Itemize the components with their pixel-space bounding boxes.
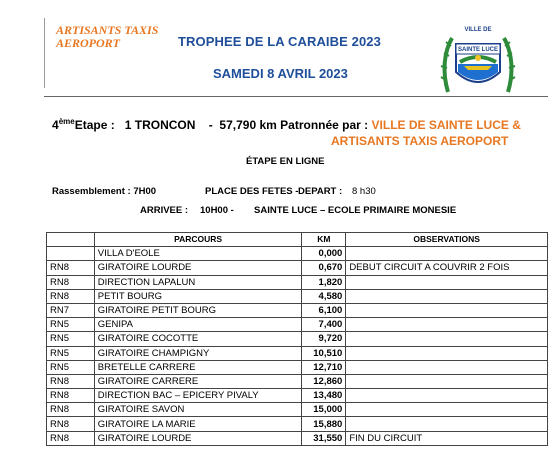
ville-de-sainte-luce-logo [438, 22, 518, 98]
cell-place: PETIT BOURG [94, 289, 302, 303]
cell-km: 10,510 [302, 346, 346, 360]
cell-km: 15,000 [302, 403, 346, 417]
cell-km: 12,710 [302, 360, 346, 374]
route-table [46, 232, 548, 446]
cell-road: RN8 [47, 417, 95, 431]
cell-obs: DEBUT CIRCUIT A COUVRIR 2 FOIS [346, 261, 548, 275]
cell-place: DIRECTION LAPALUN [94, 275, 302, 289]
cell-obs [346, 389, 548, 403]
stage-dash: - [208, 118, 213, 132]
cell-road: RN8 [47, 261, 95, 275]
rassemblement-label: Rassemblement : 7H00 [52, 186, 157, 197]
cell-obs: FIN DU CIRCUIT [346, 431, 548, 445]
cell-km: 6,100 [302, 303, 346, 317]
cell-obs [346, 275, 548, 289]
cell-obs [346, 360, 548, 374]
cell-road: RN5 [47, 332, 95, 346]
sponsor-heading [56, 24, 158, 50]
table-row [47, 303, 548, 317]
cell-place: GENIPA [94, 318, 302, 332]
table-row [47, 332, 548, 346]
cell-obs [346, 417, 548, 431]
cell-place: GIRATOIRE COCOTTE [94, 332, 302, 346]
cell-obs [346, 247, 548, 261]
table-row [47, 403, 548, 417]
rassemblement-time: 7H00 [133, 186, 157, 197]
arrivee-label: ARRIVEE : [140, 205, 189, 216]
cell-road: RN8 [47, 374, 95, 388]
svg-text:VILLE DE: VILLE DE [464, 27, 492, 33]
cell-obs [346, 318, 548, 332]
cell-road: RN7 [47, 303, 95, 317]
cell-km: 12,860 [302, 374, 346, 388]
stage-distance: 57,790 km [219, 118, 277, 132]
table-header-row [47, 233, 548, 247]
table-row [47, 389, 548, 403]
stage-number: 4 [52, 118, 59, 132]
stage-patron-label: Patronnée par : [280, 118, 369, 132]
header-rule [44, 96, 548, 97]
svg-text:SAINTE LUCE: SAINTE LUCE [457, 47, 499, 53]
cell-road: RN5 [47, 360, 95, 374]
cell-road: RN8 [47, 289, 95, 303]
cell-km: 4,580 [302, 289, 346, 303]
stage-label: Etape : [74, 118, 115, 132]
table-row [47, 275, 548, 289]
cell-road: RN8 [47, 431, 95, 445]
page-title: TROPHEE DE LA CARAIBE 2023 [178, 34, 381, 49]
cell-km: 15,880 [302, 417, 346, 431]
stage-number-suffix: ème [58, 117, 75, 126]
stage-troncon: 1 TRONCON [124, 118, 196, 132]
depart-time: 8 h30 [352, 186, 376, 197]
header-divider [44, 18, 45, 88]
cell-road: RN5 [47, 318, 95, 332]
cell-place: GIRATOIRE CHAMPIGNY [94, 346, 302, 360]
cell-place: DIRECTION BAC – EPICERY PIVALY [94, 389, 302, 403]
stage-heading [52, 114, 532, 149]
header-road [47, 233, 95, 247]
stage-patron-2: ARTISANTS TAXIS AEROPORT [331, 134, 509, 148]
cell-km: 7,400 [302, 318, 346, 332]
arrivee-time: 10H00 - [200, 205, 234, 216]
header-observations: OBSERVATIONS [346, 233, 548, 247]
cell-place: GIRATOIRE LA MARIE [94, 417, 302, 431]
sponsor-line-1: ARTISANTS TAXIS [56, 23, 159, 37]
arrivee-place: SAINTE LUCE – ECOLE PRIMAIRE MONESIE [254, 205, 457, 216]
cell-obs [346, 374, 548, 388]
cell-obs [346, 332, 548, 346]
table-row [47, 431, 548, 445]
cell-road: RN5 [47, 346, 95, 360]
event-date: SAMEDI 8 AVRIL 2023 [213, 66, 348, 81]
table-row [47, 374, 548, 388]
cell-place: GIRATOIRE SAVON [94, 403, 302, 417]
table-row [47, 346, 548, 360]
table-row [47, 360, 548, 374]
cell-place: BRETELLE CARRERE [94, 360, 302, 374]
table-row [47, 289, 548, 303]
cell-place: GIRATOIRE PETIT BOURG [94, 303, 302, 317]
header-parcours: PARCOURS [94, 233, 302, 247]
stage-type: ÉTAPE EN LIGNE [246, 156, 325, 167]
table-row [47, 261, 548, 275]
cell-place: GIRATOIRE LOURDE [94, 261, 302, 275]
cell-km: 0,670 [302, 261, 346, 275]
sponsor-line-2: AEROPORT [56, 36, 121, 50]
cell-place: GIRATOIRE LOURDE [94, 431, 302, 445]
cell-obs [346, 303, 548, 317]
cell-km: 9,720 [302, 332, 346, 346]
cell-km: 31,550 [302, 431, 346, 445]
stage-patron-1: VILLE DE SAINTE LUCE & [371, 118, 521, 132]
cell-obs [346, 289, 548, 303]
table-row [47, 318, 548, 332]
cell-place: VILLA D'EOLE [94, 247, 302, 261]
header-km: KM [302, 233, 346, 247]
cell-km: 1,820 [302, 275, 346, 289]
depart-label: DEPART : [298, 186, 343, 197]
cell-km: 0,000 [302, 247, 346, 261]
cell-obs [346, 346, 548, 360]
cell-road [47, 247, 95, 261]
cell-obs [346, 403, 548, 417]
meeting-place: PLACE DES FETES - [205, 186, 299, 197]
cell-km: 13,480 [302, 389, 346, 403]
cell-road: RN8 [47, 275, 95, 289]
cell-road: RN8 [47, 403, 95, 417]
table-row [47, 417, 548, 431]
cell-road: RN8 [47, 389, 95, 403]
table-row [47, 247, 548, 261]
cell-place: GIRATOIRE CARRERE [94, 374, 302, 388]
